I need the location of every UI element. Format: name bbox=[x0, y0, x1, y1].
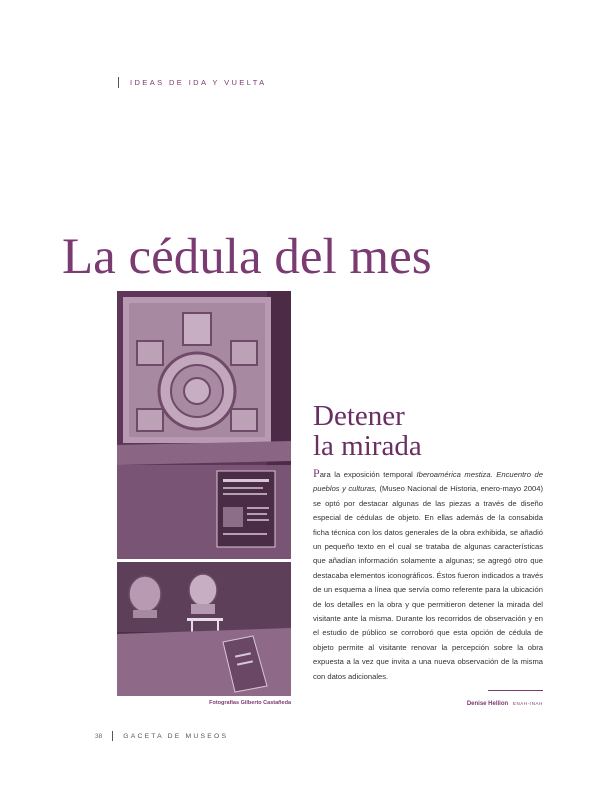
article-title: La cédula del mes bbox=[62, 229, 432, 285]
photo-stone-relief-exhibit bbox=[117, 291, 291, 559]
photo-ceramic-heads-exhibit bbox=[117, 562, 291, 696]
author-name: Denise Hellion bbox=[466, 701, 509, 707]
body-text-part-1: ara la exposición temporal bbox=[319, 470, 417, 479]
author-byline bbox=[467, 701, 543, 707]
subtitle-line-2: la mirada bbox=[313, 430, 422, 462]
article-subtitle bbox=[313, 401, 422, 461]
footer-divider bbox=[112, 731, 113, 741]
body-text-part-2: (Museo Nacional de Historia, enero-mayo 2004) se optó por destacar algunas de las piezas a través de diseño especial de cédulas de objeto. En ellas además de la consabida ficha técnica con los datos generales de la obra exhibida, se añadió un pequeño texto en el cual se trataba de algunas características que añadían información solamente a algunas; se agregó otro que destacaba elementos iconográficos. Éstos fueron indicados a través de un esquema a línea que servía como referente para la ubicación de los detalles en la obra y que permitieron detener la mirada del visitante ante la misma. Durante los recorridos de observación y en el estudio de público se corroboró que esta opción de cédula de objeto permite al visitante renovar la percepción sobre la obra expuesta a la vez que invita a una nueva observación de la misma con datos adicionales. bbox=[313, 484, 543, 681]
author-affiliation: ENAH-INAH bbox=[512, 701, 543, 706]
page-footer bbox=[95, 731, 228, 741]
stone-relief-illustration bbox=[117, 291, 291, 559]
exhibition-title: Iberoamérica mestiza. Encuentro de pueblos y culturas, bbox=[313, 470, 543, 494]
page-number: 38 bbox=[95, 732, 103, 740]
section-label: IDEAS DE IDA Y VUELTA bbox=[130, 77, 267, 87]
drop-cap: P bbox=[313, 466, 320, 480]
ceramic-heads-illustration bbox=[117, 562, 291, 696]
photo-credit: Fotografías Gilberto Castañeda bbox=[209, 700, 291, 706]
article-body bbox=[313, 466, 543, 684]
publication-name: GACETA DE MUSEOS bbox=[123, 732, 229, 740]
section-divider bbox=[118, 77, 119, 88]
author-divider bbox=[488, 690, 543, 691]
section-header bbox=[118, 76, 267, 88]
subtitle-line-1: Detener bbox=[313, 400, 405, 432]
